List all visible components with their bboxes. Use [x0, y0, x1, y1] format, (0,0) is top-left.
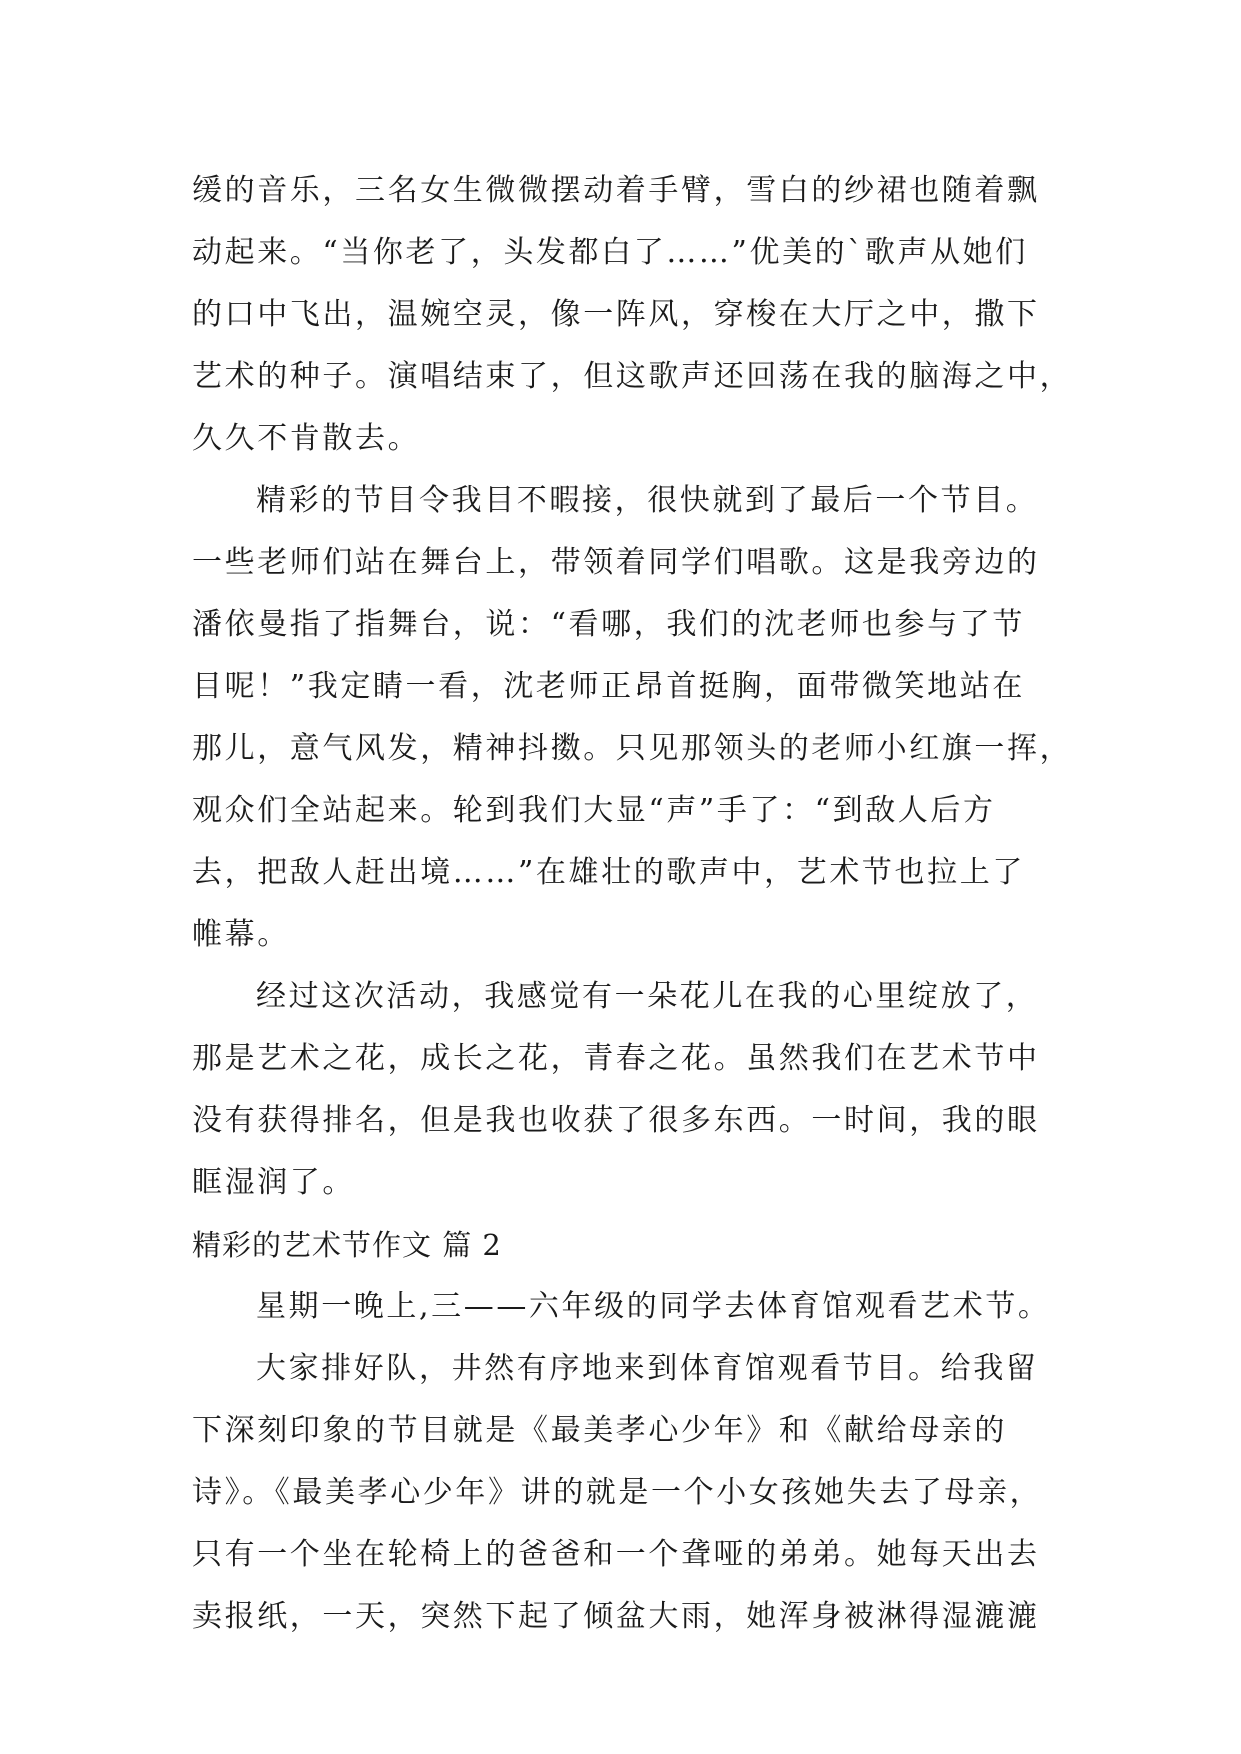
text-line: 观众们全站起来。轮到我们大显“声”手了：“到敌人后方: [192, 793, 996, 828]
text-line: 诗》。《最美孝心少年》讲的就是一个小女孩她失去了母亲，: [192, 1475, 1043, 1510]
text-line: 眶湿润了。: [192, 1165, 355, 1200]
text-line: 的口中飞出，温婉空灵，像一阵风，穿梭在大厅之中，撒下: [192, 297, 1040, 332]
text-line: 目呢！”我定睛一看，沈老师正昂首挺胸，面带微笑地站在: [192, 669, 1025, 704]
text-line: 帷幕。: [192, 917, 290, 952]
text-line: 久久不肯散去。: [192, 421, 421, 456]
text-line: 卖报纸，一天，突然下起了倾盆大雨，她浑身被淋得湿漉漉: [192, 1599, 1040, 1634]
text-line: 没有获得排名，但是我也收获了很多东西。一时间，我的眼: [192, 1103, 1040, 1138]
section-heading: 精彩的艺术节作文 篇 2: [192, 1228, 502, 1262]
paragraph-first-line: 大家排好队，井然有序地来到体育馆观看节目。给我留: [256, 1351, 1039, 1386]
text-line: 潘依曼指了指舞台，说：“看哪，我们的沈老师也参与了节: [192, 607, 1025, 642]
text-line: 下深刻印象的节目就是《最美孝心少年》和《献给母亲的: [192, 1413, 1007, 1448]
text-line: 只有一个坐在轮椅上的爸爸和一个聋哑的弟弟。她每天出去: [192, 1537, 1040, 1572]
text-line: 那是艺术之花，成长之花，青春之花。虽然我们在艺术节中: [192, 1041, 1040, 1076]
document-page: [192, 160, 1072, 1648]
text-line: 艺术的种子。演唱结束了，但这歌声还回荡在我的脑海之中，: [192, 359, 1073, 394]
text-line: 动起来。“当你老了，头发都白了……”优美的`歌声从她们: [192, 235, 1028, 270]
text-line: 一些老师们站在舞台上，带领着同学们唱歌。这是我旁边的: [192, 545, 1040, 580]
paragraph-first-line: 星期一晚上,三——六年级的同学去体育馆观看艺术节。: [256, 1289, 1051, 1324]
text-line: 缓的音乐，三名女生微微摆动着手臂，雪白的纱裙也随着飘: [192, 173, 1040, 208]
paragraph-first-line: 经过这次活动，我感觉有一朵花儿在我的心里绽放了，: [256, 979, 1039, 1014]
text-line: 那儿，意气风发，精神抖擞。只见那领头的老师小红旗一挥，: [192, 731, 1073, 766]
paragraph-first-line: 精彩的节目令我目不暇接，很快就到了最后一个节目。: [256, 483, 1039, 518]
text-line: 去，把敌人赶出境……”在雄壮的歌声中，艺术节也拉上了: [192, 855, 1025, 890]
